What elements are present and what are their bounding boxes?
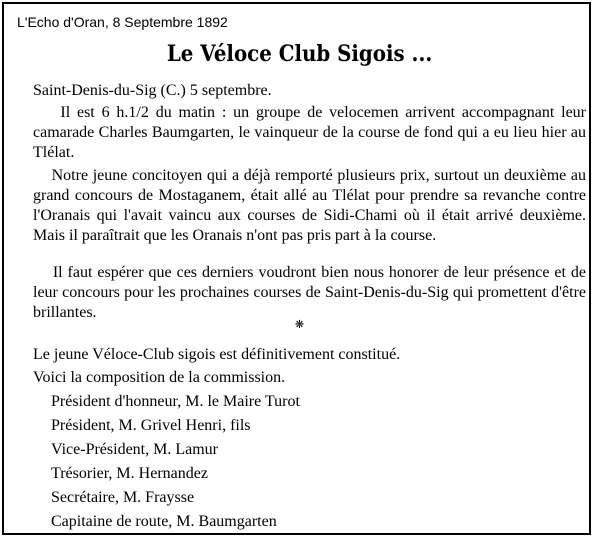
paragraph-2 <box>33 166 586 246</box>
commission-member: Trésorier, M. Hernandez <box>51 465 208 482</box>
commission-member: Capitaine de route, M. Baumgarten <box>51 513 277 530</box>
paragraph-1 <box>33 103 586 163</box>
commission-member: Président d'honneur, M. le Maire Turot <box>51 393 300 410</box>
closing-line-2: Voici la composition de la commission. <box>33 369 286 386</box>
paragraph-1-text: Il est 6 h.1/2 du matin : un groupe de velocemen arrivent accompagnant leur camarade Charles Baumgarten, le vainqueur de la course de fond qui a eu lieu hier au Tlélat. <box>33 104 586 161</box>
source-line: L'Echo d'Oran, 8 Septembre 1892 <box>17 14 228 30</box>
separator-ornament: ❋ <box>294 318 305 331</box>
paragraph-2-text: Notre jeune concitoyen qui a déjà remporté plusieurs prix, surtout un deuxième au grand concours de Mostaganem, était allé au Tlélat pour prendre sa revanche contre l'Oranais qui l'avait vaincu aux courses de Sidi-Chami où il était arrivé deuxième. Mais il paraîtrait que les Oranais n'ont pas pris part à la course. <box>33 167 586 244</box>
article-frame <box>2 2 591 535</box>
commission-member: Vice-Président, M. Lamur <box>51 441 218 458</box>
commission-member: Secrétaire, M. Fraysse <box>51 489 195 506</box>
closing-line-1: Le jeune Véloce-Club sigois est définitivement constitué. <box>33 346 401 363</box>
article-title: Le Véloce Club Sigois ... <box>166 41 433 67</box>
paragraph-3 <box>33 263 586 323</box>
commission-member: Président, M. Grivel Henri, fils <box>51 417 251 434</box>
paragraph-3-text: Il faut espérer que ces derniers voudront bien nous honorer de leur présence et de leur concours pour les prochaines courses de Saint-Denis-du-Sig qui promettent d'être brillantes. <box>33 264 586 321</box>
dateline: Saint-Denis-du-Sig (C.) 5 septembre. <box>33 82 272 99</box>
